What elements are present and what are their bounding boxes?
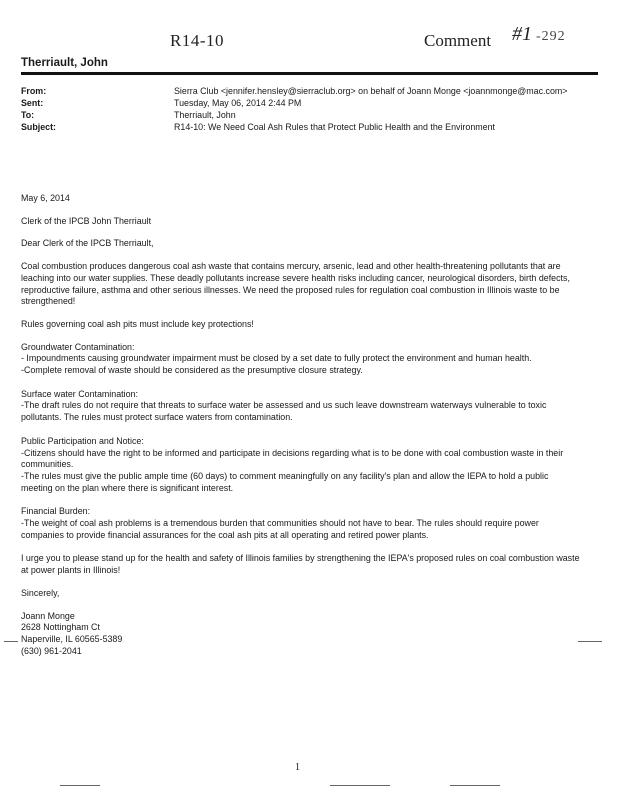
intro-paragraph: Coal combustion produces dangerous coal ash waste that contains mercury, arsenic, lead and other health-threatening pollutants that are leaching into our water supplies. These deadly pollutants increase severe health risks including cancer, neurological disorders, birth defects, reproductive failure, asthma and other serious illnesses. We need the proposed rules for regulation coal combustion in Illinois waste to be strengthened! — [21, 261, 570, 307]
letter-recipient: Clerk of the IPCB John Therriault — [21, 215, 152, 226]
to-value: Therriault, John — [174, 110, 236, 120]
from-row — [21, 85, 598, 97]
page-number: 1 — [295, 762, 300, 773]
subject-value: R14-10: We Need Coal Ash Rules that Protect Public Health and the Environment — [174, 122, 495, 132]
to-label: To: — [21, 110, 35, 120]
letter-greeting: Dear Clerk of the IPCB Therriault, — [21, 238, 154, 249]
rules-line: Rules governing coal ash pits must include key protections! — [21, 318, 254, 329]
comment-stamp: Comment — [424, 31, 492, 50]
subject-label: Subject: — [21, 122, 57, 132]
sent-value: Tuesday, May 06, 2014 2:44 PM — [174, 98, 302, 108]
public-participation-section: Public Participation and Notice: -Citizens should have the right to be informed and participate in decisions regarding what is to be done with coal combustion waste in their communities. -The rules must give the public ample time (60 days) to comment meaningfully on any facility's plan and allow the IEPA to hold a public meeting on the plan where there is significant interest. — [21, 435, 564, 493]
from-label: From: — [21, 86, 47, 96]
financial-burden-section: Financial Burden: -The weight of coal ash problems is a tremendous burden that communities should not have to bear. The rules should require power companies to provide financial assurances for the coal ash pits at all operating and retired power plants. — [21, 506, 539, 540]
urge-paragraph: I urge you to please stand up for the health and safety of Illinois families by strengthening the IEPA's proposed rules on coal combustion waste at power plants in Illinois! — [21, 553, 580, 576]
docket-stamp: R14-10 — [170, 31, 224, 50]
from-value: Sierra Club <jennifer.hensley@sierraclub.org> on behalf of Joann Monge <joannmonge@mac.com> — [174, 86, 568, 96]
comment-number-suffix: -292 — [536, 29, 566, 44]
groundwater-section: Groundwater Contamination: - Impoundments causing groundwater impairment must be closed by a set date to fully protect the environment and human health. -Complete removal of waste should be considered as the presumptive closure strategy. — [21, 341, 532, 376]
scan-artifact-line — [60, 785, 100, 786]
sent-label: Sent: — [21, 98, 44, 108]
scan-artifact-line — [4, 641, 18, 642]
closing: Sincerely, — [21, 587, 60, 598]
subject-row — [21, 121, 598, 133]
sent-row — [21, 97, 598, 109]
scan-artifact-line — [330, 785, 390, 786]
scan-artifact-line — [578, 641, 602, 642]
scan-artifact-line — [450, 785, 500, 786]
surface-water-section: Surface water Contamination: -The draft rules do not require that threats to surface water be assessed and us such leave downstream waterways vulnerable to toxic pollutants. The rules must protect surface waters from contamination. — [21, 388, 547, 423]
signature-block: Joann Monge 2628 Nottingham Ct Naperville, IL 60565-5389 (630) 961-2041 — [21, 610, 123, 656]
comment-number-stamp — [512, 23, 566, 46]
to-row — [21, 109, 598, 121]
letter-body — [21, 193, 581, 668]
comment-number: #1 — [512, 23, 532, 45]
email-header — [21, 85, 598, 133]
header-divider — [21, 72, 598, 75]
letter-date: May 6, 2014 — [21, 193, 70, 203]
sender-name: Therriault, John — [21, 57, 108, 69]
